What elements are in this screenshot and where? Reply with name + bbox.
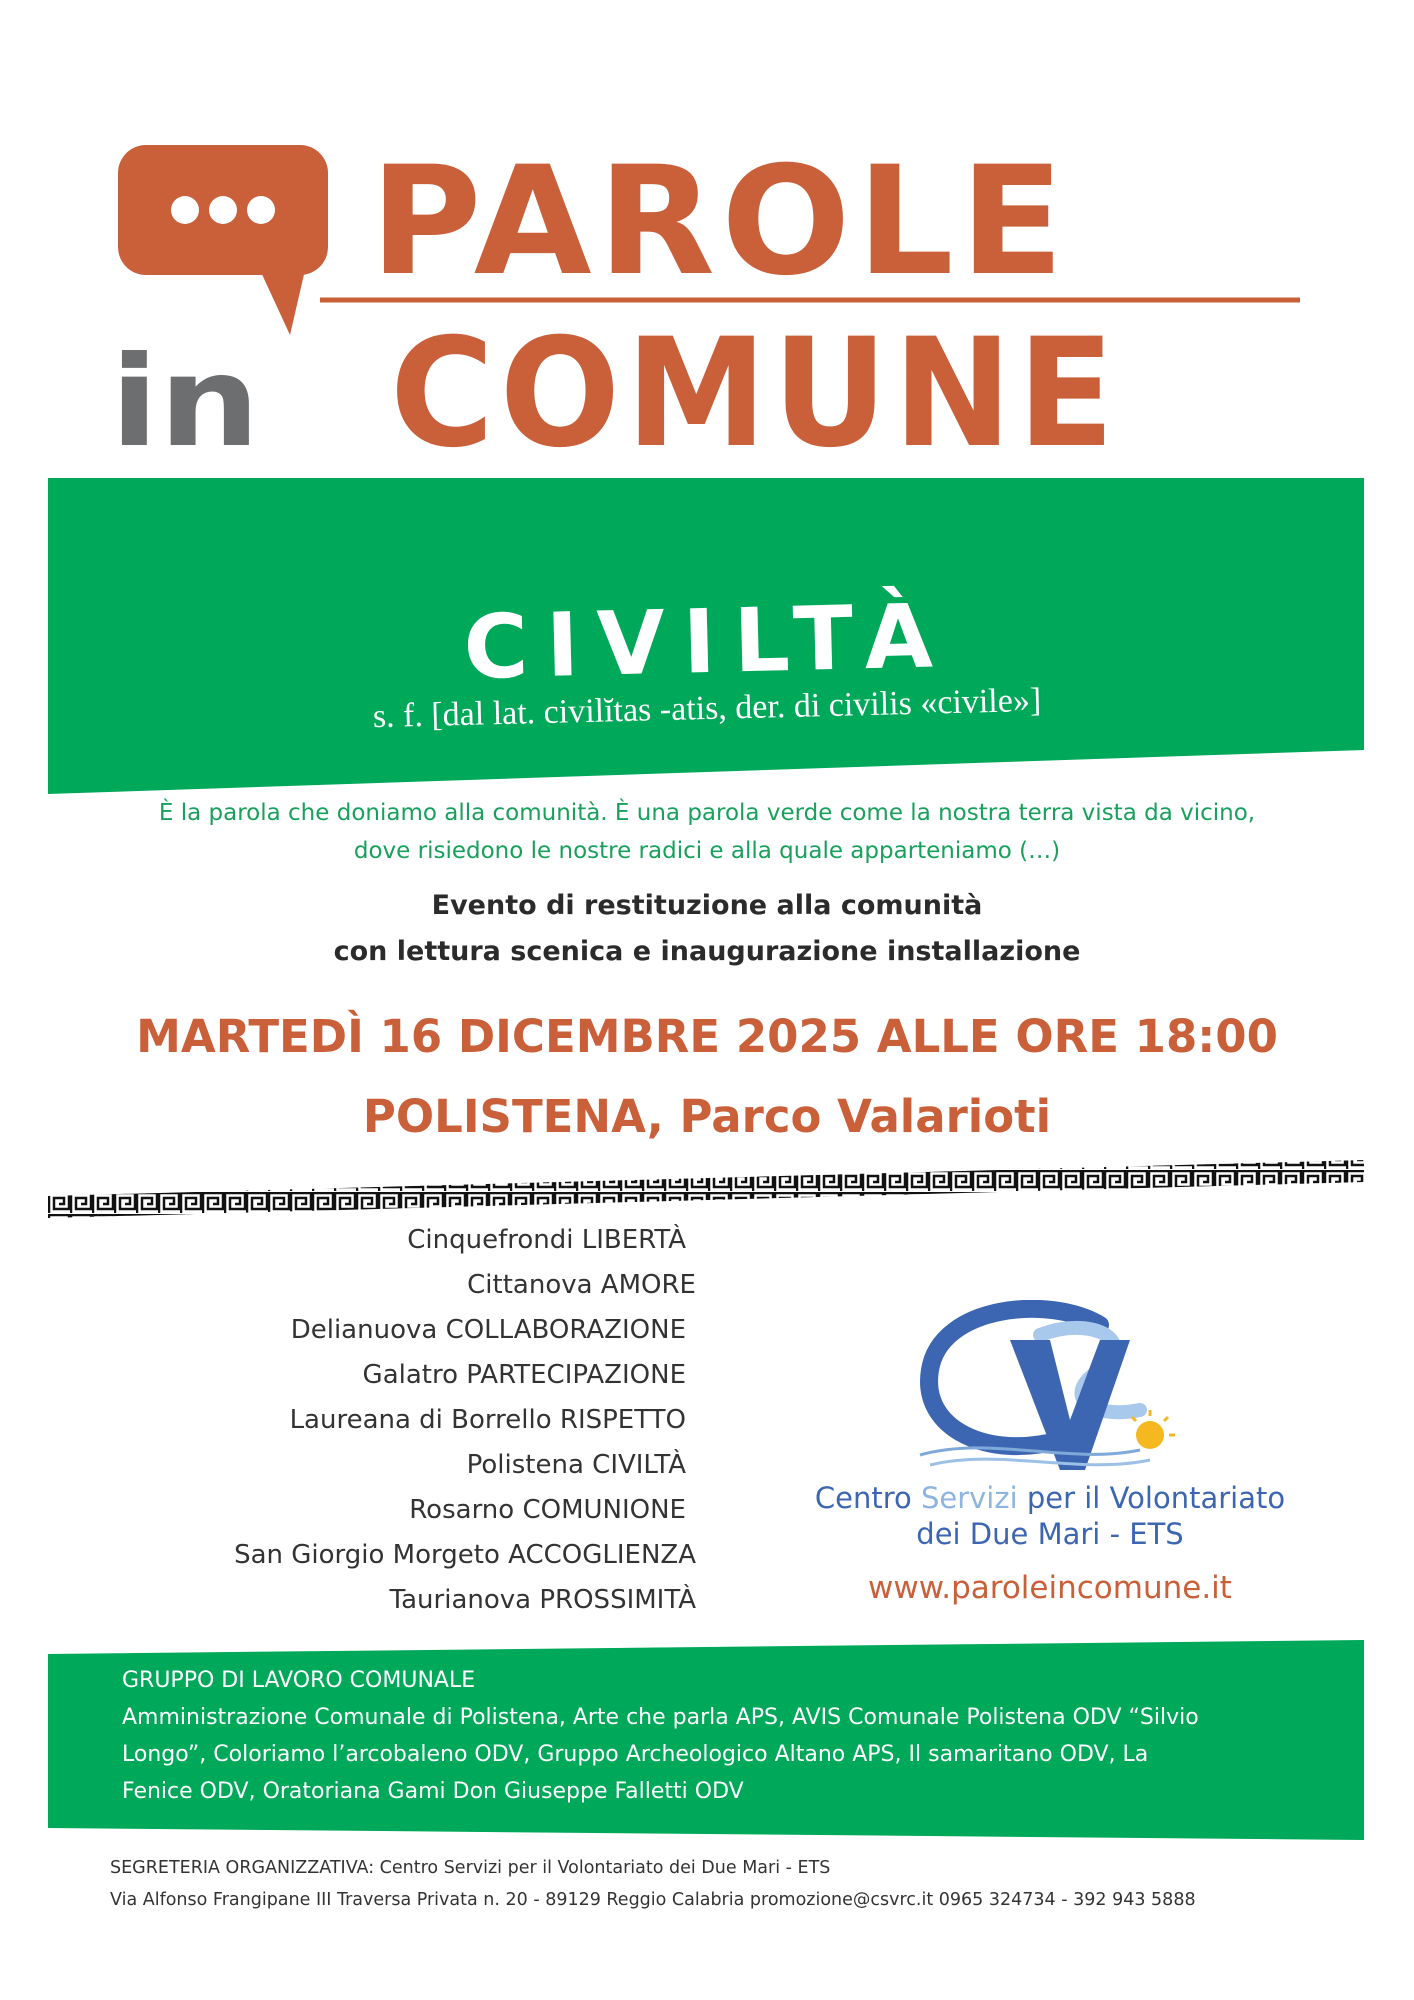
website-link[interactable]: www.paroleincomune.it <box>868 1570 1232 1606</box>
csv-name-line-2: dei Due Mari - ETS <box>916 1517 1184 1551</box>
working-group-line-2: Longo”, Coloriamo l’arcobaleno ODV, Gruppo Archeologico Altano APS, Il samaritano ODV, La <box>122 1742 1149 1767</box>
intro-line-1: È la parola che doniamo alla comunità. È una parola verde come la nostra terra vista da vicino, <box>158 800 1256 826</box>
working-group-title: GRUPPO DI LAVORO COMUNALE <box>122 1668 476 1693</box>
speech-bubble-icon <box>118 145 328 335</box>
page-title: CIVILTÀ <box>462 584 952 699</box>
event-line-1: Evento di restituzione alla comunità <box>431 890 983 921</box>
working-group-line-1: Amministrazione Comunale di Polistena, Arte che parla APS, AVIS Comunale Polistena ODV “Silvio <box>122 1705 1199 1730</box>
event-date: MARTEDÌ 16 DICEMBRE 2025 ALLE ORE 18:00 <box>136 1010 1278 1063</box>
list-item: Taurianova PROSSIMITÀ <box>389 1585 696 1615</box>
logo-word-in: in <box>110 330 260 465</box>
working-group-line-3: Fenice ODV, Oratoriana Gami Don Giuseppe Falletti ODV <box>122 1779 744 1804</box>
list-item: Cittanova AMORE <box>467 1270 696 1300</box>
event-line-2: con lettura scenica e inaugurazione installazione <box>333 936 1081 967</box>
logo-word-comune: COMUNE <box>390 307 1120 465</box>
event-location: POLISTENA, Parco Valarioti <box>362 1090 1052 1143</box>
parole-in-comune-logo <box>110 135 1310 465</box>
list-item: Delianuova COLLABORAZIONE <box>290 1315 686 1345</box>
csv-name-line-1: Centro Servizi per il Volontariato <box>814 1481 1286 1515</box>
meander-divider <box>48 1148 1364 1218</box>
list-item: Laureana di Borrello RISPETTO <box>289 1405 686 1435</box>
list-item: Rosarno COMUNIONE <box>409 1495 686 1525</box>
working-group <box>122 1662 1302 1810</box>
word-definition: s. f. [dal lat. civilĭtas -atis, der. di civilis «civile»] <box>372 681 1042 736</box>
footer-secretariat: SEGRETERIA ORGANIZZATIVA: Centro Servizi per il Volontariato dei Due Mari - ETS <box>110 1858 831 1878</box>
list-item: Galatro PARTECIPAZIONE <box>362 1360 686 1390</box>
logo-word-parole: PAROLE <box>370 135 1070 309</box>
intro-line-2: dove risiedono le nostre radici e alla quale apparteniamo (…) <box>353 838 1061 864</box>
towns-list <box>0 1218 696 1623</box>
list-item: Cinquefrondi LIBERTÀ <box>407 1225 686 1255</box>
list-item: Polistena CIVILTÀ <box>466 1450 686 1480</box>
footer-contacts: Via Alfonso Frangipane III Traversa Privata n. 20 - 89129 Reggio Calabria promozione@csvrc.it 0965 324734 - 392 943 5888 <box>110 1890 1196 1910</box>
list-item: San Giorgio Morgeto ACCOGLIENZA <box>234 1540 696 1570</box>
csv-logo-icon <box>900 1300 1200 1500</box>
